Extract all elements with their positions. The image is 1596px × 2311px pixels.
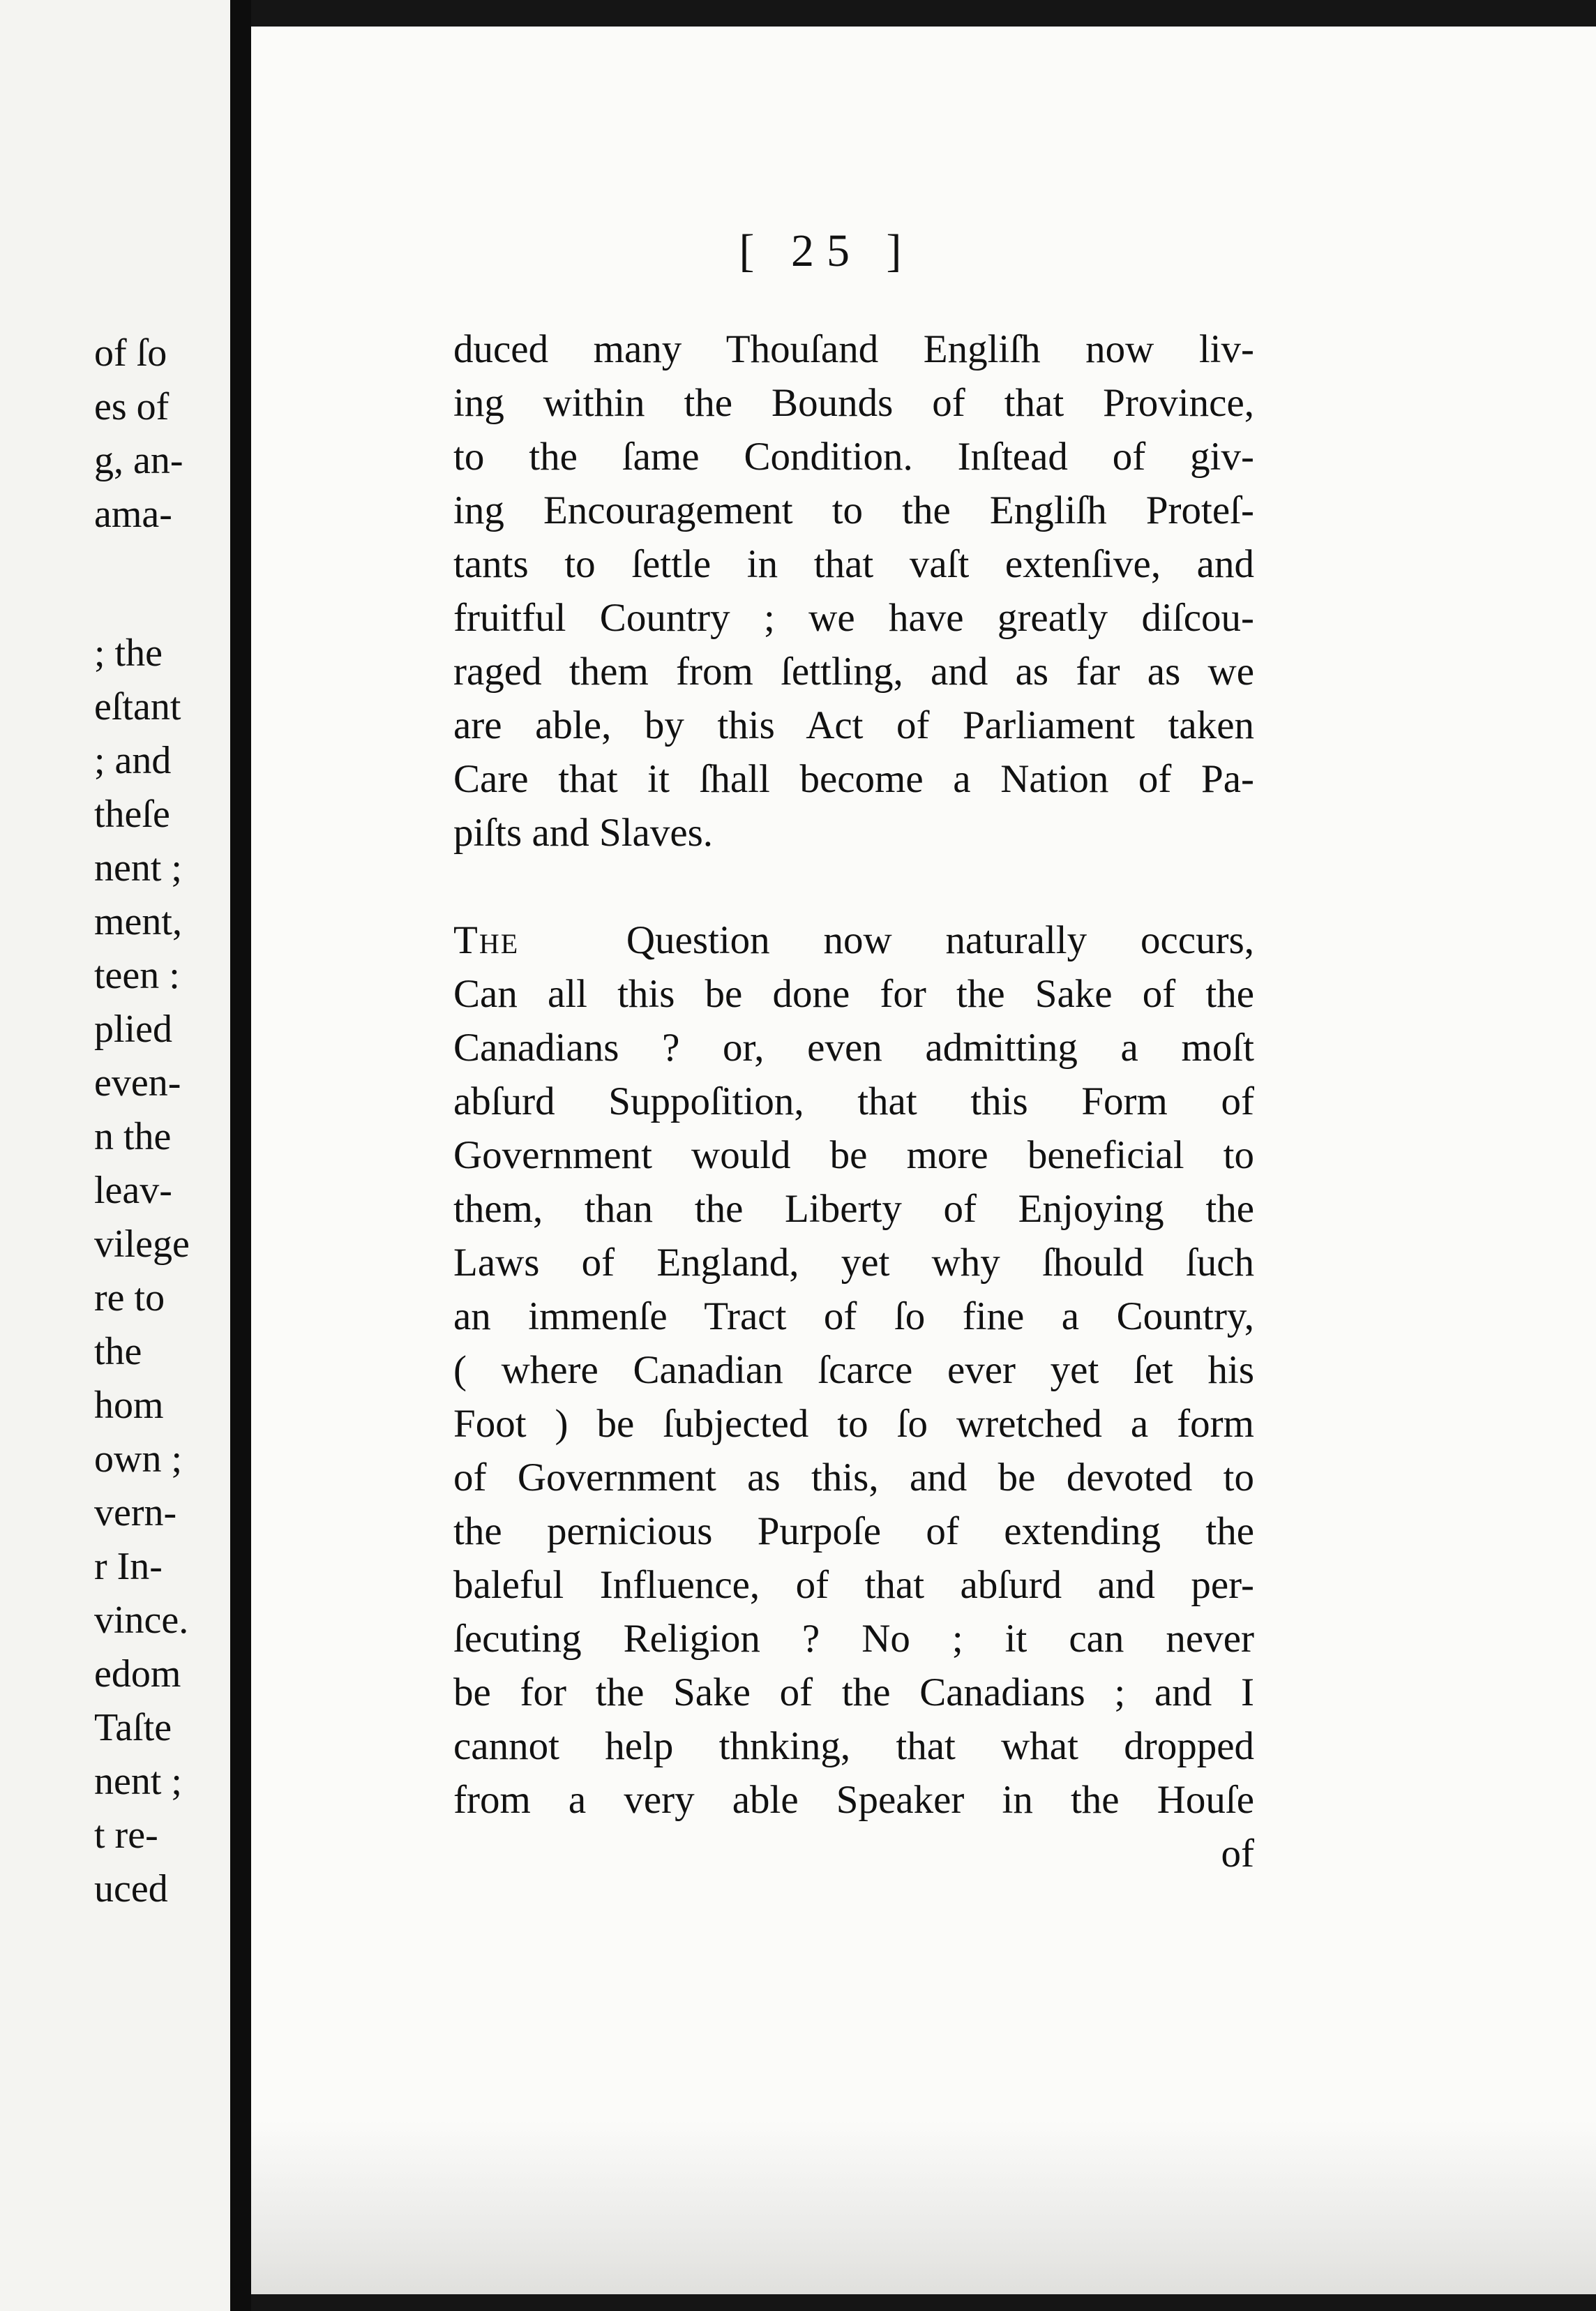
left-page-fragment: es of bbox=[94, 385, 170, 428]
paragraph-lead-word: The bbox=[453, 918, 520, 962]
paragraph-gap bbox=[453, 860, 1254, 913]
text-line: to the ſame Condition. Inſtead of giv- bbox=[453, 435, 1254, 479]
text-line: abſurd Suppoſition, that this Form of bbox=[453, 1079, 1254, 1123]
text-line: ( where Canadian ſcarce ever yet ſet his bbox=[453, 1348, 1254, 1392]
left-page-fragment: ama- bbox=[94, 493, 172, 536]
text-line-paragraph-start bbox=[453, 913, 1254, 967]
text-line: Government would be more beneficial to bbox=[453, 1133, 1254, 1177]
text-line: cannot help thnking, that what dropped bbox=[453, 1724, 1254, 1768]
text-line: Care that it ſhall become a Nation of Pa- bbox=[453, 757, 1254, 801]
text-line: Can all this be done for the Sake of the bbox=[453, 972, 1254, 1016]
text-line: Laws of England, yet why ſhould ſuch bbox=[453, 1241, 1254, 1285]
left-page-fragment: g, an- bbox=[94, 439, 183, 482]
left-page-fragment: ; and bbox=[94, 739, 172, 782]
text-line: ſecuting Religion ? No ; it can never bbox=[453, 1617, 1254, 1661]
left-page-fragment: eſtant bbox=[94, 685, 181, 728]
text-line-rest: Question now naturally occurs, bbox=[626, 918, 1254, 962]
text-line: duced many Thouſand Engliſh now liv- bbox=[453, 327, 1254, 371]
left-page-fragment: the bbox=[94, 1330, 142, 1373]
left-page-fragment: r In- bbox=[94, 1545, 163, 1588]
left-page-text-fragments bbox=[0, 0, 190, 2311]
left-page-fragment: Taſte bbox=[94, 1706, 172, 1749]
left-page-fragment: plied bbox=[94, 1008, 172, 1051]
left-page-fragment: leav- bbox=[94, 1169, 172, 1212]
text-line: Foot ) be ſubjected to ſo wretched a form bbox=[453, 1402, 1254, 1446]
text-line: them, than the Liberty of Enjoying the bbox=[453, 1187, 1254, 1231]
text-line: are able, by this Act of Parliament taken bbox=[453, 703, 1254, 747]
left-page-fragment: t re- bbox=[94, 1813, 158, 1857]
left-page-fragment: theſe bbox=[94, 793, 170, 836]
text-line: from a very able Speaker in the Houſe bbox=[453, 1778, 1254, 1822]
text-line: raged them from ſettling, and as far as we bbox=[453, 650, 1254, 694]
left-page-fragment: vern- bbox=[94, 1491, 177, 1534]
page-number: [ 25 ] bbox=[739, 225, 914, 276]
book-gutter bbox=[230, 0, 251, 2311]
catchword: of bbox=[1221, 1832, 1254, 1876]
text-line: Canadians ? or, even admitting a moſt bbox=[453, 1026, 1254, 1070]
left-page-fragment: ment, bbox=[94, 900, 182, 943]
left-page-fragment: of ſo bbox=[94, 331, 167, 375]
left-page-fragment: n the bbox=[94, 1115, 172, 1158]
left-page-fragment: nent ; bbox=[94, 846, 182, 890]
text-line: tants to ſettle in that vaſt extenſive, and bbox=[453, 542, 1254, 586]
left-page bbox=[0, 0, 230, 2311]
body-text bbox=[453, 322, 1254, 1880]
left-page-fragment: vince. bbox=[94, 1599, 189, 1642]
left-page-fragment: uced bbox=[94, 1867, 168, 1910]
left-page-fragment: own ; bbox=[94, 1437, 182, 1481]
left-page-fragment: hom bbox=[94, 1384, 164, 1427]
text-line: be for the Sake of the Canadians ; and I bbox=[453, 1670, 1254, 1714]
text-line: fruitful Country ; we have greatly diſcou- bbox=[453, 596, 1254, 640]
left-page-fragment: edom bbox=[94, 1652, 181, 1696]
text-line: piſts and Slaves. bbox=[453, 811, 714, 855]
text-line: ing Encouragement to the Engliſh Proteſ- bbox=[453, 488, 1254, 532]
left-page-fragment: re to bbox=[94, 1276, 165, 1319]
text-line: the pernicious Purpoſe of extending the bbox=[453, 1509, 1254, 1553]
text-line: baleful Influence, of that abſurd and per- bbox=[453, 1563, 1254, 1607]
left-page-fragment: ; the bbox=[94, 631, 163, 675]
text-line: ing within the Bounds of that Province, bbox=[453, 381, 1254, 425]
left-page-fragment: vilege bbox=[94, 1222, 190, 1266]
left-page-fragment: even- bbox=[94, 1061, 181, 1105]
text-line: an immenſe Tract of ſo fine a Country, bbox=[453, 1294, 1254, 1338]
text-line: of Government as this, and be devoted to bbox=[453, 1456, 1254, 1499]
left-page-fragment: nent ; bbox=[94, 1760, 182, 1803]
left-page-fragment: teen : bbox=[94, 954, 180, 997]
